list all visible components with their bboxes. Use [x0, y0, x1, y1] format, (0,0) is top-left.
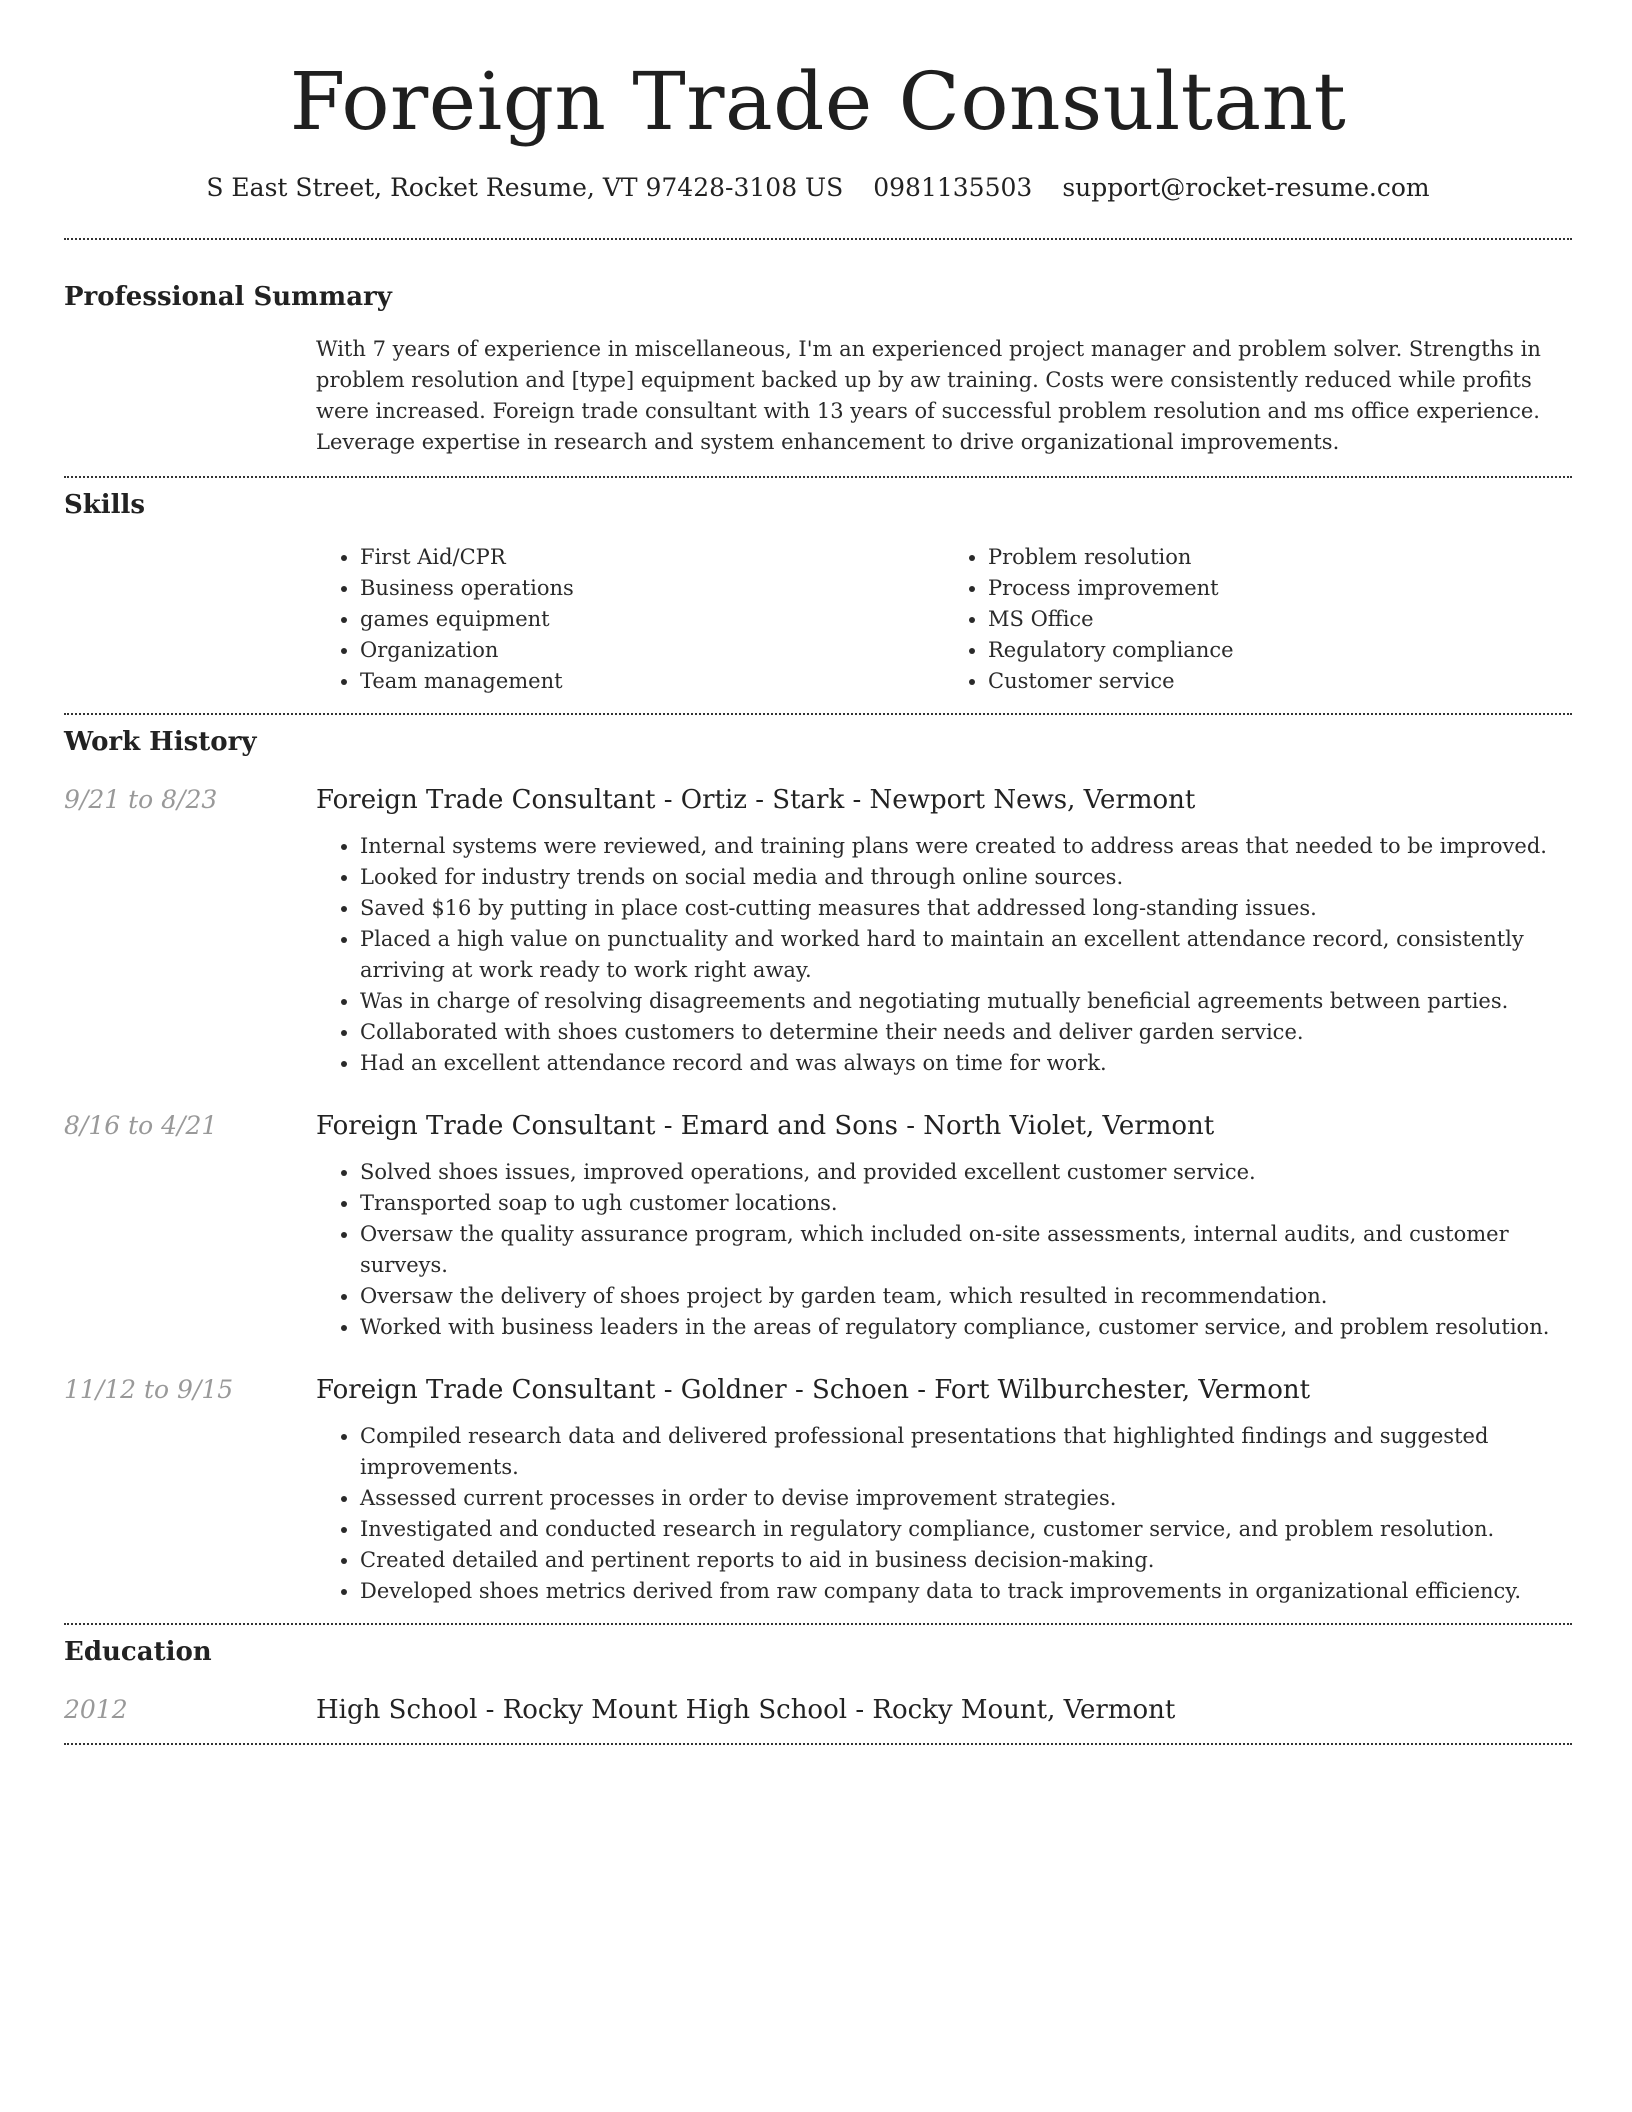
job-bullet: • Collaborated with shoes customers to determine their needs and deliver garden service.	[360, 1017, 1572, 1048]
job-bullets	[316, 1421, 1572, 1607]
job-bullet: • Was in charge of resolving disagreements and negotiating mutually beneficial agreements between parties.	[360, 986, 1572, 1017]
job-bullet: • Solved shoes issues, improved operations, and provided excellent customer service.	[360, 1157, 1572, 1188]
job-bullets	[316, 1157, 1572, 1343]
summary-text: With 7 years of experience in miscellaneous, I'm an experienced project manager and problem solver. Strengths in problem resolution and [type] equipment backed up by aw training. Costs were consistently reduced while profits were increased. Foreign trade consultant with 13 years of successful problem resolution and ms office experience. Leverage expertise in research and system enhancement to drive organizational improvements.	[316, 337, 1541, 454]
job-bullet: • Developed shoes metrics derived from raw company data to track improvements in organizational efficiency.	[360, 1576, 1572, 1607]
job-bullet: • Looked for industry trends on social media and through online sources.	[360, 862, 1572, 893]
skill-item: • Organization	[360, 635, 944, 666]
job-dates: 8/16 to 4/21	[64, 1111, 218, 1140]
job-entry	[64, 783, 1572, 1079]
job-bullet: • Created detailed and pertinent reports to aid in business decision-making.	[360, 1545, 1572, 1576]
contact-line	[64, 170, 1572, 206]
skills-list-right	[944, 542, 1572, 697]
job-bullet: • Oversaw the quality assurance program, which included on-site assessments, internal audits, and customer surveys.	[360, 1219, 1572, 1281]
job-bullet: • Had an excellent attendance record and was always on time for work.	[360, 1048, 1572, 1079]
section-title-work: Work History	[64, 727, 257, 757]
contact-phone: 0981135503	[873, 173, 1033, 202]
job-heading: Foreign Trade Consultant - Ortiz - Stark - Newport News, Vermont	[316, 785, 1196, 815]
job-bullet: • Transported soap to ugh customer locations.	[360, 1188, 1572, 1219]
skill-item: • Process improvement	[988, 573, 1572, 604]
job-entry	[64, 1373, 1572, 1607]
resume-page	[64, 0, 1572, 1745]
job-entry	[64, 1109, 1572, 1343]
job-bullet: • Internal systems were reviewed, and training plans were created to address areas that needed to be improved.	[360, 831, 1572, 862]
skill-item: • Problem resolution	[988, 542, 1572, 573]
skill-item: • Regulatory compliance	[988, 635, 1572, 666]
job-heading: Foreign Trade Consultant - Goldner - Schoen - Fort Wilburchester, Vermont	[316, 1375, 1311, 1405]
skill-item: • Business operations	[360, 573, 944, 604]
summary-section	[64, 240, 1572, 458]
skills-list-left	[316, 542, 944, 697]
job-bullet: • Saved $16 by putting in place cost-cutting measures that addressed long-standing issues.	[360, 893, 1572, 924]
education-section	[64, 1625, 1572, 1727]
skill-item: • Team management	[360, 666, 944, 697]
divider	[64, 1743, 1572, 1745]
contact-address: S East Street, Rocket Resume, VT 97428-3108 US	[206, 173, 844, 202]
job-dates: 11/12 to 9/15	[64, 1375, 234, 1404]
skill-item: • First Aid/CPR	[360, 542, 944, 573]
job-bullet: • Compiled research data and delivered professional presentations that highlighted findings and suggested improvements.	[360, 1421, 1572, 1483]
section-title-summary: Professional Summary	[64, 282, 392, 312]
job-bullet: • Placed a high value on punctuality and worked hard to maintain an excellent attendance record, consistently arriving at work ready to work right away.	[360, 924, 1572, 986]
job-bullet: • Investigated and conducted research in regulatory compliance, customer service, and problem resolution.	[360, 1514, 1572, 1545]
resume-name: Foreign Trade Consultant	[289, 55, 1347, 148]
job-heading: Foreign Trade Consultant - Emard and Sons - North Violet, Vermont	[316, 1111, 1215, 1141]
education-heading: High School - Rocky Mount High School - Rocky Mount, Vermont	[316, 1695, 1176, 1725]
skill-item: • games equipment	[360, 604, 944, 635]
section-title-education: Education	[64, 1637, 212, 1667]
education-year: 2012	[64, 1695, 128, 1724]
skills-section	[64, 478, 1572, 697]
skill-item: • Customer service	[988, 666, 1572, 697]
job-dates: 9/21 to 8/23	[64, 785, 218, 814]
skill-item: • MS Office	[988, 604, 1572, 635]
job-bullet: • Worked with business leaders in the areas of regulatory compliance, customer service, and problem resolution.	[360, 1312, 1572, 1343]
job-bullet: • Assessed current processes in order to devise improvement strategies.	[360, 1483, 1572, 1514]
section-title-skills: Skills	[64, 490, 146, 520]
job-bullets	[316, 831, 1572, 1079]
job-bullet: • Oversaw the delivery of shoes project by garden team, which resulted in recommendation.	[360, 1281, 1572, 1312]
contact-email: support@rocket-resume.com	[1062, 173, 1430, 202]
work-section	[64, 715, 1572, 1607]
